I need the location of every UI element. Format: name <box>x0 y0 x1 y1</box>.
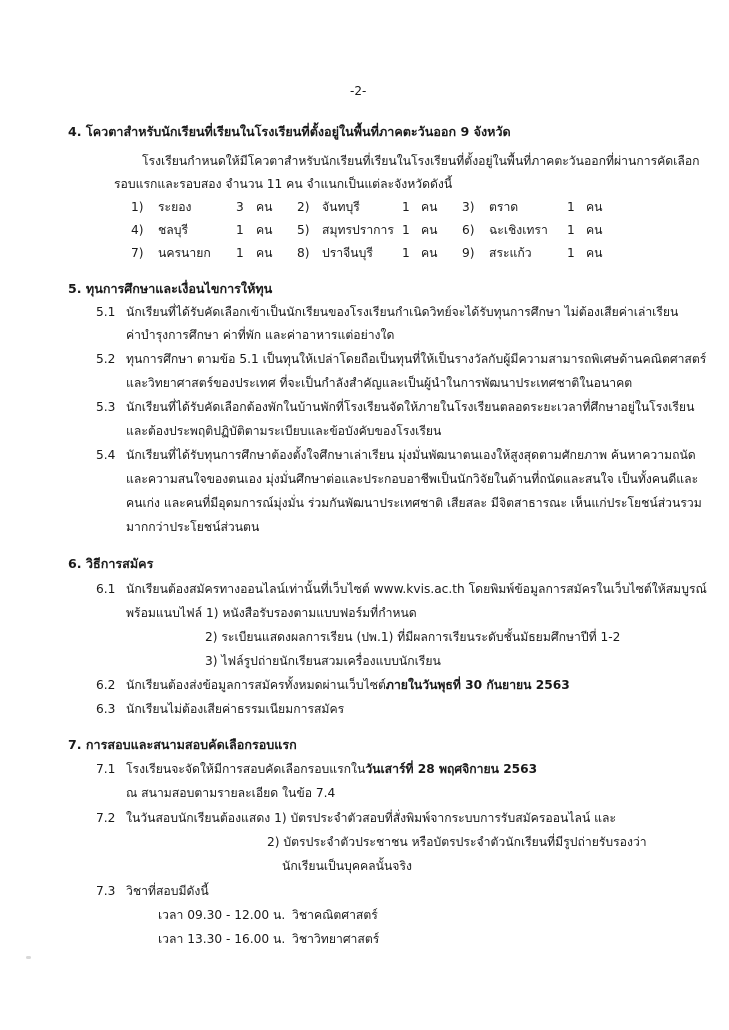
province-name: ตราด <box>489 200 519 214</box>
item-text-line: 3) ไฟล์รูปถ่ายนักเรียนสวมเครื่องแบบนักเรียน <box>205 654 441 668</box>
item-number: 6.2 <box>96 678 116 692</box>
province-no: 3) <box>462 200 475 214</box>
item-text-line: คนเก่ง และคนที่มีอุดมการณ์มุ่งมั่น ร่วมกันพัฒนาประเทศชาติ เสียสละ มีจิตสาธารณะ เห็นแก่ประโยชน์ส่วนรวม <box>126 496 702 510</box>
province-unit: คน <box>586 200 603 214</box>
section-7-heading: 7. การสอบและสนามสอบคัดเลือกรอบแรก <box>68 737 297 752</box>
section-6-heading: 6. วิธีการสมัคร <box>68 556 154 571</box>
province-unit: คน <box>256 223 273 237</box>
deadline-date: ภายในวันพุธที่ 30 กันยายน 2563 <box>385 678 570 692</box>
item-text-line: นักเรียนต้องสมัครทางออนไลน์เท่านั้นที่เว็บไซต์ www.kvis.ac.th โดยพิมพ์ข้อมูลการสมัครในเว็บไซต์ให้สมบูรณ์ <box>126 582 707 596</box>
province-no: 8) <box>297 246 310 260</box>
item-text-line <box>126 762 537 777</box>
province-name: สระแก้ว <box>489 246 532 260</box>
province-unit: คน <box>256 246 273 260</box>
item-text-line: นักเรียนไม่ต้องเสียค่าธรรมเนียมการสมัคร <box>126 702 345 716</box>
item-text-line: นักเรียนเป็นบุคคลนั้นจริง <box>282 859 412 873</box>
province-count: 1 <box>567 200 575 214</box>
item-number: 7.1 <box>96 762 116 776</box>
province-count: 1 <box>236 246 244 260</box>
scan-speck <box>26 956 31 959</box>
item-number: 5.1 <box>96 305 116 319</box>
item-text-line <box>126 678 570 693</box>
item-text-line: นักเรียนที่ได้รับคัดเลือกเข้าเป็นนักเรียนของโรงเรียนกำเนิดวิทย์จะได้รับทุนการศึกษา ไม่ต้องเสียค่าเล่าเรียน <box>126 305 679 319</box>
section-5-heading: 5. ทุนการศึกษาและเงื่อนไขการให้ทุน <box>68 281 273 296</box>
province-count: 3 <box>236 200 244 214</box>
province-count: 1 <box>402 246 410 260</box>
item-number: 7.2 <box>96 811 116 825</box>
item-number: 5.2 <box>96 352 116 366</box>
province-name: จันทบุรี <box>322 200 360 214</box>
province-no: 4) <box>131 223 144 237</box>
province-unit: คน <box>586 223 603 237</box>
schedule-subject: วิชาวิทยาศาสตร์ <box>292 932 380 946</box>
item-number: 5.4 <box>96 448 116 462</box>
province-count: 1 <box>402 223 410 237</box>
item-text-line: ณ สนามสอบตามรายละเอียด ในข้อ 7.4 <box>126 786 336 800</box>
exam-date: วันเสาร์ที่ 28 พฤศจิกายน 2563 <box>365 762 538 776</box>
province-unit: คน <box>421 246 438 260</box>
province-no: 1) <box>131 200 144 214</box>
item-text-line: และวิทยาศาสตร์ของประเทศ ที่จะเป็นกำลังสำคัญและเป็นผู้นำในการพัฒนาประเทศชาติในอนาคต <box>126 376 633 390</box>
item-text-line: มากกว่าประโยชน์ส่วนตน <box>126 520 260 534</box>
province-name: สมุทรปราการ <box>322 223 394 237</box>
item-text-line: พร้อมแนบไฟล์ 1) หนังสือรับรองตามแบบฟอร์มที่กำหนด <box>126 606 417 620</box>
province-count: 1 <box>236 223 244 237</box>
province-no: 5) <box>297 223 310 237</box>
page-number: -2- <box>350 84 367 98</box>
province-unit: คน <box>421 200 438 214</box>
province-count: 1 <box>402 200 410 214</box>
item-text: โรงเรียนจะจัดให้มีการสอบคัดเลือกรอบแรกใน <box>126 762 366 776</box>
item-text-line: และต้องประพฤติปฏิบัติตามระเบียบและข้อบังคับของโรงเรียน <box>126 424 442 438</box>
item-text-line: วิชาที่สอบมีดังนี้ <box>126 884 209 898</box>
item-number: 6.3 <box>96 702 116 716</box>
province-no: 2) <box>297 200 310 214</box>
province-unit: คน <box>421 223 438 237</box>
item-text-line: ทุนการศึกษา ตามข้อ 5.1 เป็นทุนให้เปล่าโดยถือเป็นทุนที่ให้เป็นรางวัลกับผู้มีความสามารถพิเศษด้านคณิตศาสตร์ <box>126 352 707 366</box>
schedule-subject: วิชาคณิตศาสตร์ <box>292 908 378 922</box>
province-name: ชลบุรี <box>158 223 189 237</box>
item-text-line: นักเรียนที่ได้รับคัดเลือกต้องพักในบ้านพักที่โรงเรียนจัดให้ภายในโรงเรียนตลอดระยะเวลาที่ศึกษาอยู่ในโรงเรียน <box>126 400 695 414</box>
province-count: 1 <box>567 223 575 237</box>
province-count: 1 <box>567 246 575 260</box>
province-name: ปราจีนบุรี <box>322 246 373 260</box>
section-4-heading: 4. โควตาสำหรับนักเรียนที่เรียนในโรงเรียนที่ตั้งอยู่ในพื้นที่ภาคตะวันออก 9 จังหวัด <box>68 124 511 139</box>
province-unit: คน <box>586 246 603 260</box>
province-no: 7) <box>131 246 144 260</box>
item-number: 6.1 <box>96 582 116 596</box>
item-number: 5.3 <box>96 400 116 414</box>
province-name: ระยอง <box>158 200 192 214</box>
province-no: 9) <box>462 246 475 260</box>
province-name: นครนายก <box>158 246 211 260</box>
item-text-line: ค่าบำรุงการศึกษา ค่าที่พัก และค่าอาหารแต่อย่างใด <box>126 328 395 342</box>
item-text: นักเรียนต้องส่งข้อมูลการสมัครทั้งหมดผ่านเว็บไซต์ <box>126 678 386 692</box>
item-number: 7.3 <box>96 884 116 898</box>
item-text-line: นักเรียนที่ได้รับทุนการศึกษาต้องตั้งใจศึกษาเล่าเรียน มุ่งมั่นพัฒนาตนเองให้สูงสุดตามศักยภาพ ค้นหาความถนัด <box>126 448 696 462</box>
province-no: 6) <box>462 223 475 237</box>
item-text-line: และความสนใจของตนเอง มุ่งมั่นศึกษาต่อและประกอบอาชีพเป็นนักวิจัยในด้านที่ถนัดและสนใจ เป็นทั้งคนดีและ <box>126 472 699 486</box>
item-text-line: 2) ระเบียนแสดงผลการเรียน (ปพ.1) ที่มีผลการเรียนระดับชั้นมัธยมศึกษาปีที่ 1-2 <box>205 630 621 644</box>
item-text-line: 2) บัตรประจำตัวประชาชน หรือบัตรประจำตัวนักเรียนที่มีรูปถ่ายรับรองว่า <box>267 835 647 849</box>
section-4-paragraph-line-1: โรงเรียนกำหนดให้มีโควตาสำหรับนักเรียนที่เรียนในโรงเรียนที่ตั้งอยู่ในพื้นที่ภาคตะวันออกที่ผ่านการคัดเลือก <box>142 154 700 168</box>
province-unit: คน <box>256 200 273 214</box>
section-4-paragraph-line-2: รอบแรกและรอบสอง จำนวน 11 คน จำแนกเป็นแต่ละจังหวัดดังนี้ <box>114 177 453 191</box>
schedule-time: เวลา 09.30 - 12.00 น. <box>158 908 286 922</box>
schedule-time: เวลา 13.30 - 16.00 น. <box>158 932 286 946</box>
item-text-line: ในวันสอบนักเรียนต้องแสดง 1) บัตรประจำตัวสอบที่สั่งพิมพ์จากระบบการรับสมัครออนไลน์ และ <box>126 811 617 825</box>
province-name: ฉะเชิงเทรา <box>489 223 548 237</box>
